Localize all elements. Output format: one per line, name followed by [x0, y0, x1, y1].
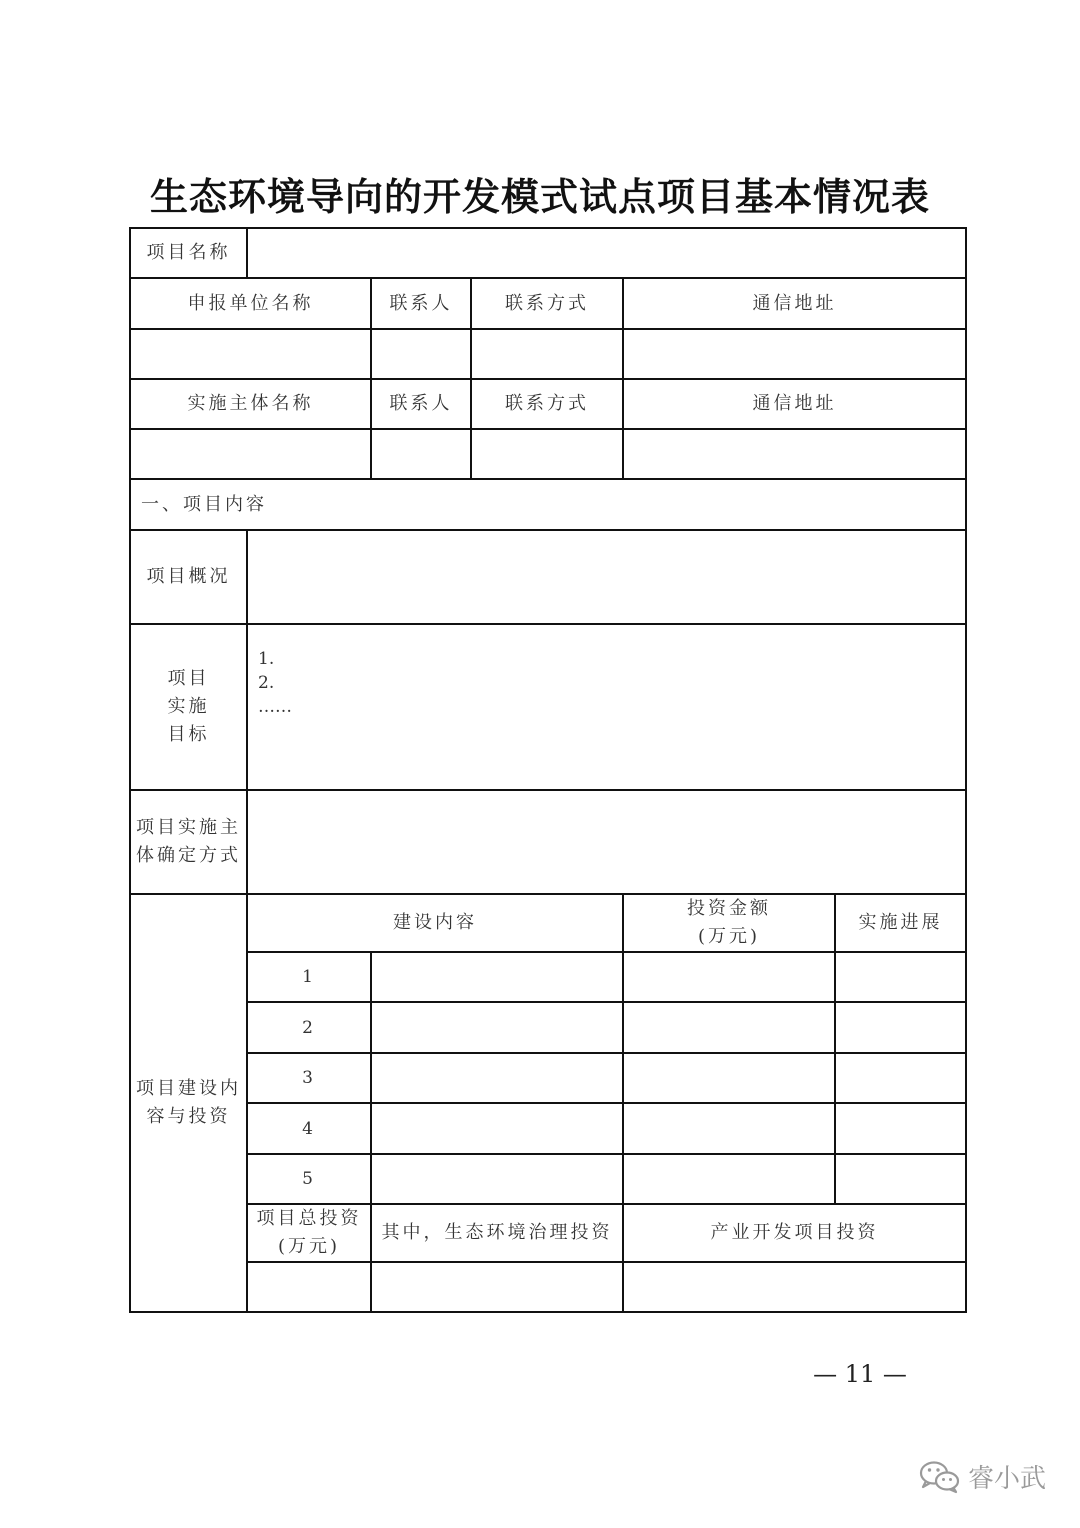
- determination-label: [130, 790, 247, 894]
- investment-label-line: 容与投资: [146, 1106, 231, 1127]
- total-investment-header: [247, 1204, 371, 1262]
- goal-item: ……: [258, 697, 292, 717]
- amount-header-line: (万元): [697, 926, 761, 947]
- goal-item: 2.: [258, 673, 275, 693]
- total-header-line: (万元): [277, 1236, 341, 1257]
- page-title: 生态环境导向的开发模式试点项目基本情况表: [149, 174, 930, 219]
- project-name-cell[interactable]: [247, 228, 966, 278]
- construction-content-header: 建设内容: [247, 894, 623, 952]
- table-row: [130, 1002, 966, 1053]
- total-investment-cell[interactable]: [247, 1262, 371, 1312]
- implementer-address-header: 通信地址: [623, 379, 966, 429]
- progress-cell[interactable]: [835, 1053, 966, 1103]
- wechat-icon: [918, 1459, 962, 1495]
- table-row: [130, 1154, 966, 1204]
- applicant-contact-method-header: 联系方式: [471, 278, 623, 329]
- industry-investment-header: 产业开发项目投资: [623, 1204, 966, 1262]
- applicant-unit-name-header: 申报单位名称: [130, 278, 371, 329]
- applicant-address-header: 通信地址: [623, 278, 966, 329]
- eco-investment-cell[interactable]: [371, 1262, 623, 1312]
- investment-label-line: 项目建设内: [136, 1078, 241, 1099]
- goal-label-line: 项目: [167, 668, 210, 689]
- construction-content-cell[interactable]: [371, 952, 623, 1002]
- investment-label: [130, 894, 247, 1312]
- table-row: [130, 1103, 966, 1154]
- construction-content-cell[interactable]: [371, 1154, 623, 1204]
- implementer-contact-header: 联系人: [371, 379, 471, 429]
- overview-cell[interactable]: [247, 530, 966, 624]
- determination-cell[interactable]: [247, 790, 966, 894]
- implementer-contact-method-cell[interactable]: [471, 429, 623, 479]
- eco-investment-header: 其中，生态环境治理投资: [371, 1204, 623, 1262]
- row-number: 2: [247, 1002, 371, 1053]
- row-number: 5: [247, 1154, 371, 1204]
- applicant-unit-name-cell[interactable]: [130, 329, 371, 379]
- section-one-heading: 一、项目内容: [130, 479, 966, 530]
- applicant-contact-cell[interactable]: [371, 329, 471, 379]
- progress-cell[interactable]: [835, 952, 966, 1002]
- determination-label-line: 项目实施主: [136, 817, 241, 838]
- amount-header-line: 投资金额: [687, 898, 771, 919]
- applicant-contact-method-cell[interactable]: [471, 329, 623, 379]
- goal-item: 1.: [258, 649, 275, 669]
- investment-amount-cell[interactable]: [623, 1002, 835, 1053]
- industry-investment-cell[interactable]: [623, 1262, 966, 1312]
- row-number: 1: [247, 952, 371, 1002]
- table-row: [130, 1053, 966, 1103]
- progress-cell[interactable]: [835, 1103, 966, 1154]
- investment-amount-cell[interactable]: [623, 1154, 835, 1204]
- goal-cell[interactable]: [247, 624, 966, 790]
- page-number: — 11 —: [813, 1360, 907, 1388]
- progress-cell[interactable]: [835, 1154, 966, 1204]
- overview-label: 项目概况: [130, 530, 247, 624]
- total-header-line: 项目总投资: [256, 1208, 362, 1229]
- implementer-address-cell[interactable]: [623, 429, 966, 479]
- watermark: [918, 1458, 1046, 1495]
- project-name-label: 项目名称: [130, 228, 247, 278]
- investment-amount-cell[interactable]: [623, 952, 835, 1002]
- goal-label-line: 实施: [167, 696, 210, 717]
- construction-content-cell[interactable]: [371, 1002, 623, 1053]
- construction-content-cell[interactable]: [371, 1103, 623, 1154]
- applicant-address-cell[interactable]: [623, 329, 966, 379]
- construction-content-cell[interactable]: [371, 1053, 623, 1103]
- row-number: 4: [247, 1103, 371, 1154]
- implementer-contact-cell[interactable]: [371, 429, 471, 479]
- table-row: [130, 952, 966, 1002]
- implementer-unit-name-cell[interactable]: [130, 429, 371, 479]
- progress-cell[interactable]: [835, 1002, 966, 1053]
- investment-amount-cell[interactable]: [623, 1103, 835, 1154]
- determination-label-line: 体确定方式: [136, 845, 241, 866]
- implementer-unit-name-header: 实施主体名称: [130, 379, 371, 429]
- goal-label: [130, 624, 247, 790]
- row-number: 3: [247, 1053, 371, 1103]
- applicant-contact-header: 联系人: [371, 278, 471, 329]
- investment-amount-header: [623, 894, 835, 952]
- goal-label-line: 目标: [167, 724, 210, 745]
- investment-amount-cell[interactable]: [623, 1053, 835, 1103]
- project-info-table: [129, 227, 967, 1313]
- watermark-text: 睿小武: [968, 1464, 1047, 1494]
- progress-header: 实施进展: [835, 894, 966, 952]
- implementer-contact-method-header: 联系方式: [471, 379, 623, 429]
